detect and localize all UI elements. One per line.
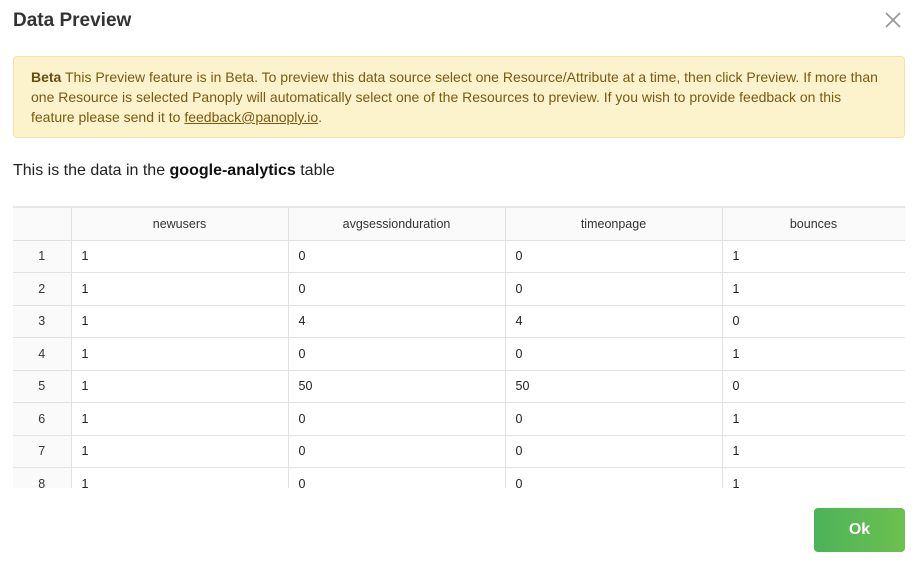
table-cell: 0 (505, 468, 722, 489)
column-header-bounces: bounces (722, 207, 905, 240)
table-row (13, 468, 905, 489)
row-index: 7 (13, 435, 71, 468)
table-cell: 0 (505, 240, 722, 273)
intro-suffix: table (295, 162, 335, 179)
data-table (13, 206, 905, 488)
table-cell: 1 (722, 240, 905, 273)
table-row (13, 240, 905, 273)
table-cell: 0 (288, 240, 505, 273)
table-cell: 1 (722, 403, 905, 436)
row-index: 4 (13, 338, 71, 371)
column-header-newusers: newusers (71, 207, 288, 240)
table-cell: 50 (505, 370, 722, 403)
table-cell: 1 (722, 338, 905, 371)
data-table-container[interactable] (13, 206, 905, 488)
table-cell: 1 (71, 370, 288, 403)
table-cell: 4 (288, 305, 505, 338)
table-name: google-analytics (169, 162, 296, 179)
row-index: 1 (13, 240, 71, 273)
beta-text: This Preview feature is in Beta. To preview this data source select one Resource/Attribute at a time, then click Preview. If more than one Resource is selected Panoply will automatically select one of the Resources to preview. If you wish to provide feedback on this feature please send it to (31, 69, 878, 125)
table-cell: 1 (71, 240, 288, 273)
table-cell: 4 (505, 305, 722, 338)
table-cell: 1 (71, 435, 288, 468)
table-cell: 0 (722, 305, 905, 338)
row-index: 5 (13, 370, 71, 403)
table-cell: 0 (722, 370, 905, 403)
table-cell: 50 (288, 370, 505, 403)
row-index: 6 (13, 403, 71, 436)
table-cell: 0 (505, 273, 722, 306)
table-cell: 0 (288, 338, 505, 371)
table-cell: 1 (71, 305, 288, 338)
table-cell: 1 (722, 273, 905, 306)
table-cell: 1 (722, 468, 905, 489)
table-cell: 1 (71, 403, 288, 436)
table-intro (13, 162, 335, 180)
table-row (13, 273, 905, 306)
table-cell: 0 (288, 273, 505, 306)
table-cell: 0 (288, 403, 505, 436)
feedback-link[interactable]: feedback@panoply.io (184, 109, 319, 125)
table-cell: 1 (71, 273, 288, 306)
table-cell: 0 (505, 403, 722, 436)
row-index: 8 (13, 468, 71, 489)
table-row (13, 370, 905, 403)
intro-prefix: This is the data in the (13, 162, 170, 179)
column-header-index (13, 207, 71, 240)
table-header-row (13, 207, 905, 240)
beta-notice (13, 56, 905, 138)
table-cell: 1 (71, 468, 288, 489)
row-index: 2 (13, 273, 71, 306)
table-cell: 0 (505, 435, 722, 468)
table-row (13, 435, 905, 468)
ok-button[interactable]: Ok (814, 508, 905, 552)
table-cell: 1 (71, 338, 288, 371)
column-header-timeonpage: timeonpage (505, 207, 722, 240)
beta-label: Beta (31, 69, 62, 85)
table-cell: 1 (722, 435, 905, 468)
table-cell: 0 (505, 338, 722, 371)
table-cell: 0 (288, 435, 505, 468)
table-row (13, 338, 905, 371)
table-row (13, 403, 905, 436)
dialog-title: Data Preview (13, 10, 132, 31)
row-index: 3 (13, 305, 71, 338)
table-cell: 0 (288, 468, 505, 489)
beta-text-end: . (318, 109, 323, 125)
close-icon[interactable] (882, 9, 904, 31)
table-row (13, 305, 905, 338)
column-header-avgsessionduration: avgsessionduration (288, 207, 505, 240)
